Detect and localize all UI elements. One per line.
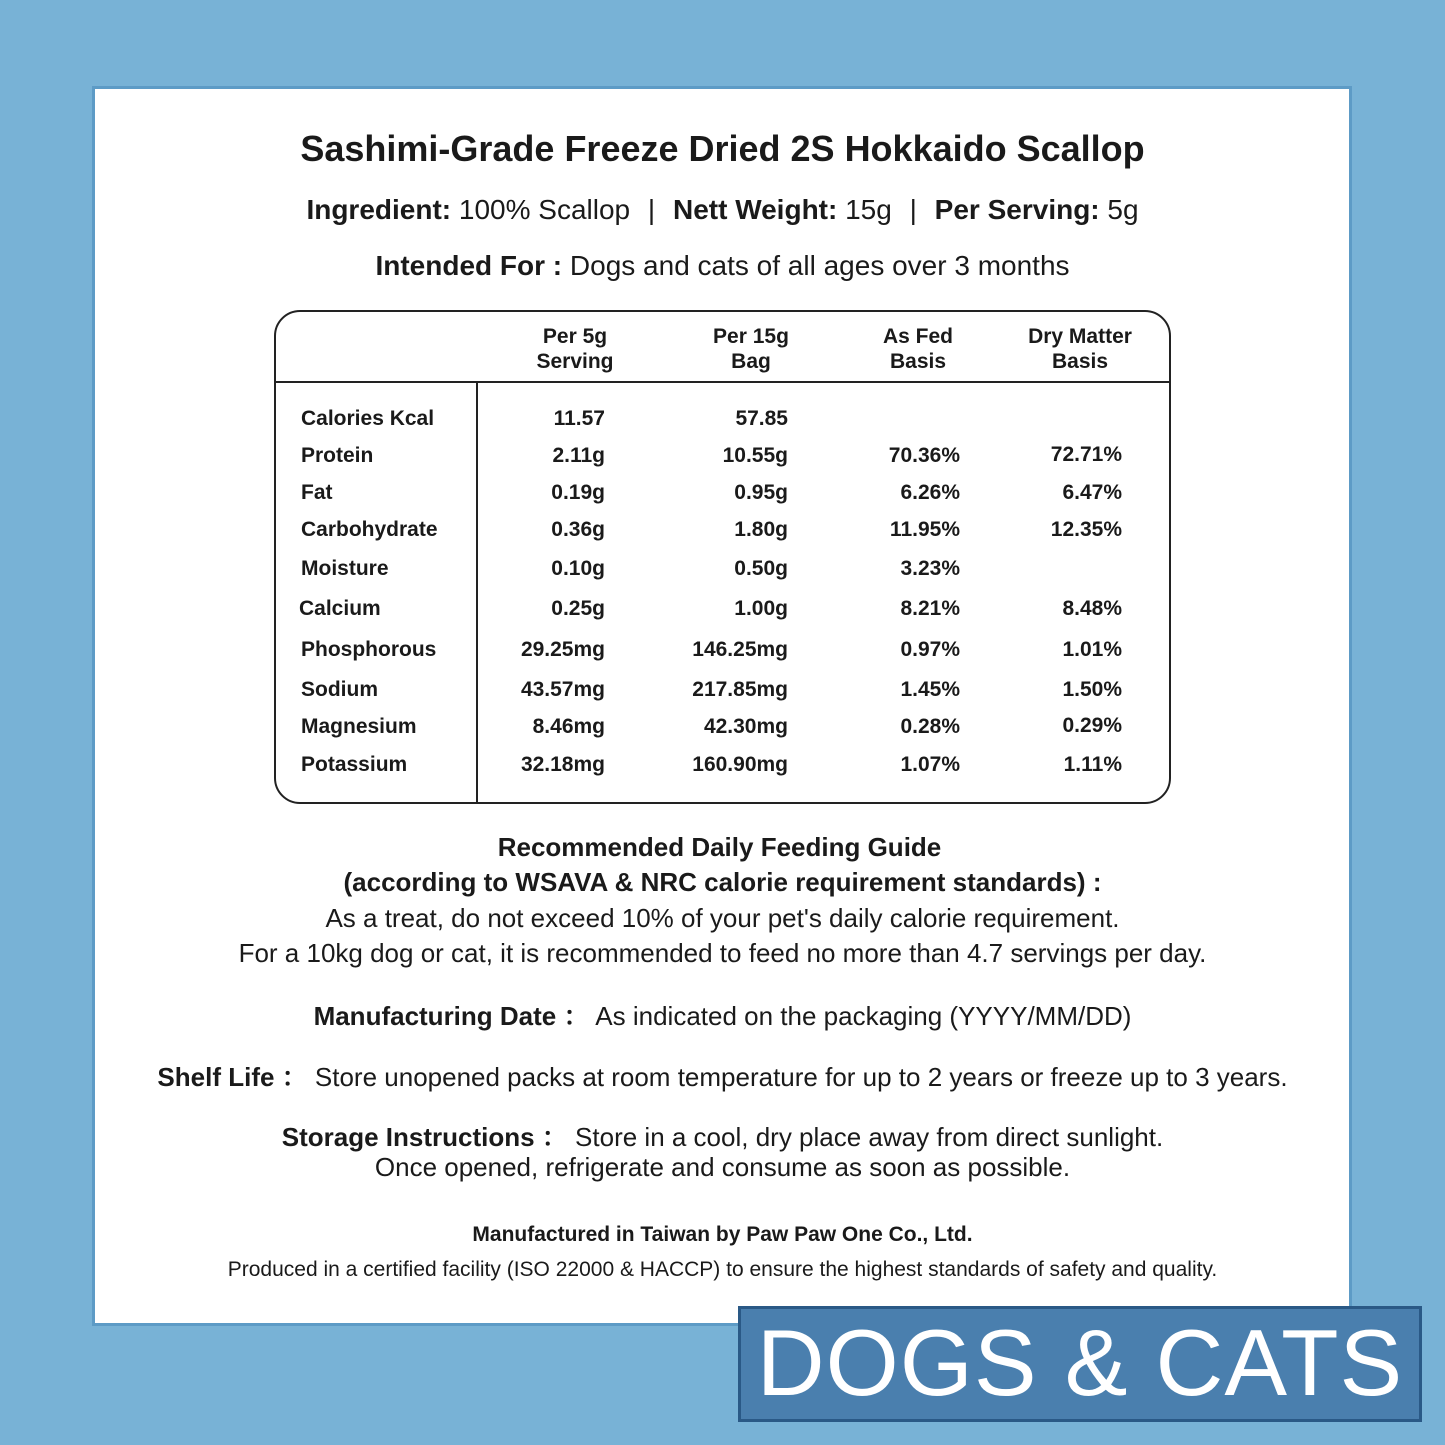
cell-serving: 0.36g — [551, 518, 605, 541]
cell-bag: 146.25mg — [692, 638, 788, 661]
cell-serving: 0.19g — [551, 481, 605, 504]
cell-bag: 160.90mg — [692, 753, 788, 776]
cell-as-fed: 3.23% — [900, 557, 960, 580]
storage-line — [0, 1117, 1445, 1154]
storage-line-2: Once opened, refrigerate and consume as soon as possible. — [374, 1152, 1071, 1182]
header-per-serving — [505, 324, 645, 374]
header-line: Bag — [731, 350, 771, 373]
cell-dry: 1.11% — [1063, 753, 1122, 776]
shelf-life-label: Shelf Life ： — [157, 1062, 308, 1092]
intended-value: Dogs and cats of all ages over 3 months — [569, 250, 1070, 281]
cell-dry: 1.50% — [1062, 678, 1122, 701]
cell-bag: 42.30mg — [703, 715, 788, 738]
cell-dry: 0.29% — [1062, 714, 1122, 737]
table-column-divider — [476, 383, 478, 803]
header-line: As Fed — [882, 325, 953, 348]
cell-dry: 12.35% — [1050, 518, 1122, 541]
cell-bag: 0.50g — [734, 557, 788, 580]
cell-bag: 10.55g — [722, 444, 788, 467]
cell-as-fed: 11.95% — [889, 518, 960, 541]
row-label: Magnesium — [301, 715, 417, 738]
cell-dry: 1.01% — [1062, 638, 1122, 661]
ingredient-value: 100% Scallop — [458, 194, 631, 225]
header-line: Serving — [536, 350, 614, 373]
header-dry-matter — [1000, 324, 1160, 374]
row-label: Carbohydrate — [301, 518, 438, 541]
product-info-line — [0, 194, 1445, 226]
cell-serving: 43.57mg — [520, 678, 605, 701]
cell-bag: 1.00g — [734, 597, 788, 620]
ingredient-label: Ingredient: — [306, 194, 452, 225]
weight-value: 15g — [845, 194, 892, 225]
cell-as-fed: 0.97% — [900, 638, 960, 661]
cell-bag: 0.95g — [734, 481, 788, 504]
header-line: Basis — [1051, 350, 1109, 373]
header-line: Dry Matter — [1028, 325, 1132, 348]
cell-as-fed: 8.21% — [900, 597, 960, 620]
cell-dry: 6.47% — [1062, 481, 1122, 504]
cell-bag: 57.85 — [735, 407, 788, 430]
table-header-divider — [274, 381, 1171, 383]
header-line: Per 15g — [713, 325, 789, 348]
header-as-fed — [848, 324, 988, 374]
intended-label: Intended For : — [375, 250, 563, 281]
cell-serving: 8.46mg — [532, 715, 605, 738]
product-title: Sashimi-Grade Freeze Dried 2S Hokkaido Scallop — [300, 128, 1145, 169]
header-per-bag — [681, 324, 821, 374]
row-label: Protein — [301, 444, 374, 467]
cell-as-fed: 6.26% — [900, 481, 960, 504]
serving-label: Per Serving: — [934, 194, 1100, 225]
cell-serving: 11.57 — [553, 407, 605, 430]
shelf-life-value: Store unopened packs at room temperature for up to 2 years or freeze up to 3 years. — [314, 1062, 1288, 1092]
cell-as-fed: 0.28% — [900, 715, 960, 738]
certification-line: Produced in a certified facility (ISO 22000 & HACCP) to ensure the highest standards of safety and quality. — [227, 1258, 1218, 1281]
feeding-subheading: (according to WSAVA & NRC calorie requirement standards) : — [343, 867, 1102, 897]
separator: | — [647, 194, 656, 225]
manufacturing-value: As indicated on the packaging (YYYY/MM/DD) — [595, 1001, 1132, 1031]
manufacturer-line: Manufactured in Taiwan by Paw Paw One Co., Ltd. — [472, 1223, 973, 1246]
intended-line — [0, 250, 1445, 282]
weight-label: Nett Weight: — [672, 194, 838, 225]
manufacturing-label: Manufacturing Date ： — [313, 1001, 590, 1031]
cell-dry: 72.71% — [1050, 443, 1122, 466]
row-label: Fat — [301, 481, 333, 504]
feeding-heading: Recommended Daily Feeding Guide — [497, 832, 942, 862]
cell-as-fed: 1.45% — [900, 678, 960, 701]
cell-serving: 0.10g — [551, 557, 605, 580]
storage-value: Store in a cool, dry place away from direct sunlight. — [575, 1122, 1164, 1152]
cell-serving: 32.18mg — [520, 753, 605, 776]
row-label: Phosphorous — [301, 638, 437, 661]
storage-label: Storage Instructions ： — [281, 1122, 568, 1152]
separator: | — [909, 194, 917, 225]
cell-as-fed: 70.36% — [888, 444, 960, 467]
manufacturing-line — [0, 996, 1445, 1033]
feeding-line: For a 10kg dog or cat, it is recommended to feed no more than 4.7 servings per day. — [238, 938, 1207, 968]
dogs-cats-badge: DOGS & CATS — [738, 1306, 1422, 1422]
cell-bag: 217.85mg — [692, 678, 788, 701]
cell-bag: 1.80g — [734, 518, 788, 541]
row-label: Sodium — [301, 678, 378, 701]
cell-dry: 8.48% — [1062, 597, 1122, 620]
row-label: Moisture — [301, 557, 389, 580]
row-label: Calcium — [299, 597, 381, 620]
shelf-life-line — [0, 1057, 1445, 1094]
header-line: Per 5g — [542, 325, 608, 348]
cell-serving: 29.25mg — [520, 638, 605, 661]
row-label: Potassium — [301, 753, 408, 776]
feeding-line: As a treat, do not exceed 10% of your pet's daily calorie requirement. — [325, 903, 1120, 933]
cell-serving: 2.11g — [552, 444, 605, 467]
cell-as-fed: 1.07% — [900, 753, 960, 776]
cell-serving: 0.25g — [551, 597, 605, 620]
header-line: Basis — [889, 350, 947, 373]
row-label: Calories Kcal — [301, 407, 435, 430]
serving-value: 5g — [1107, 194, 1139, 225]
